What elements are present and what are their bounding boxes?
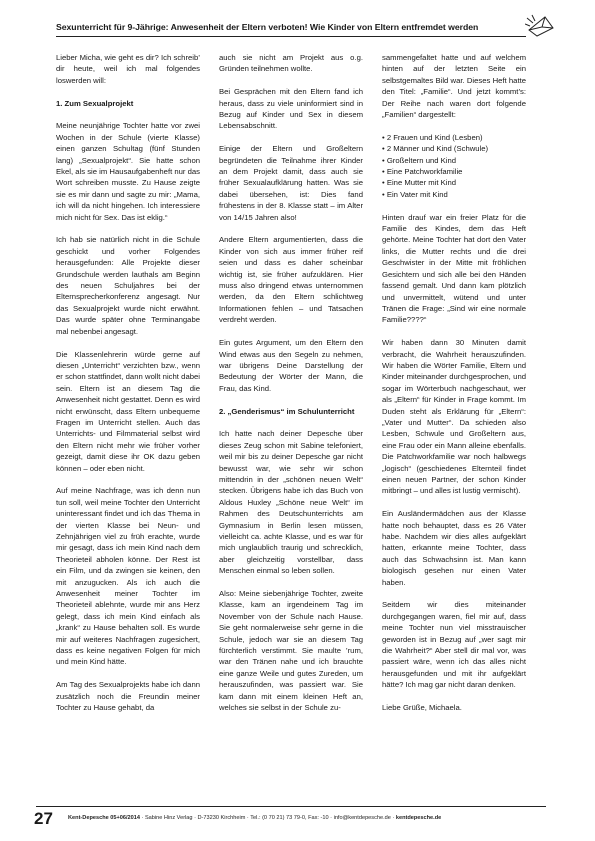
footer-website: kentdepesche.de: [395, 815, 442, 821]
salutation: Lieber Micha, wie geht es dir? Ich schreib’ dir heute, weil ich mal folgendes loswerden will:: [56, 53, 200, 85]
paragraph: Ich hatte nach deiner Depesche über dieses Zeug schon mit Sabine telefoniert, weil mir bis zu deiner Depesche gar nicht bewusst war, wie sehr wir schon mittendrin in der „schönen neuen Welt“ stecken. Übrigens habe ich das Buch von Aldous Huxley „Schöne neue Welt“ im Rahmen des Deutschunterrichts am Gymnasium in Berlin lesen müssen, vielleicht ca. achte Klasse, und es war für mich unglaublich traurig und schrecklich, aber gleichzeitig vorstellbar, dass Menschen einmal so leben sollen.: [219, 429, 363, 576]
paragraph: Die Klassenlehrerin würde gerne auf diesen „Unterricht“ verzichten bzw., wenn er schon stattfindet, dann wollt nicht dabei sein. Eltern ist an diesem Tag die Anwesenheit nicht gestattet. Denn es wird nicht erwünscht, dass Eltern unbequeme Fragen im Unterricht stellen. Auch das Unterrichts- und Filmmaterial selbst wird den Eltern nicht mehr wie früher vorher gezeigt, damit diese ihr OK dazu geben können – oder eben nicht.: [56, 349, 200, 473]
signature: Liebe Grüße, Michaela.: [382, 703, 462, 713]
paragraph: Ein gutes Argument, um den Eltern den Wind etwas aus den Segeln zu nehmen, war übrigens Deine Darstellung der Bedeutung der Wörter der Mann, die Frau, das Kind.: [219, 338, 363, 393]
list-item: • Großeltern und Kind: [382, 155, 526, 166]
paragraph: Einige der Eltern und Großeltern begründeten die Teilnahme ihrer Kinder an dem Projekt damit, dass auch sie früher Sexualaufklärung hatten. Was sie dabei übersehen, ist: Dies fand frühestens in der 8. Klasse statt – im Alter von 14/15 Jahren also!: [219, 144, 363, 222]
footer-publication: Kent-Depesche 05+06/2014: [68, 815, 140, 821]
footer-divider: [36, 806, 546, 807]
paragraph: sammengefaltet hatte und auf welchem hinten auf der letzten Seite ein selbstgemaltes Bild war. Dieses Heft hatte den Titel: „Familie“. Und jetzt kommt’s: Der Reihe nach waren dort folgende „Familien“ dargestellt:: [382, 53, 526, 120]
list-item: • Ein Vater mit Kind: [382, 189, 526, 200]
family-list: [382, 132, 526, 200]
column-1: [56, 52, 200, 725]
paragraph: Meine neunjährige Tochter hatte vor zwei Wochen in der Schule (vierte Klasse) einen ganzen Schultag (fünf Stunden lang) „Sexualprojekt“. Sie hatte schon Ekel, als sie im Hausaufgabenheft nur das Wort schreiben musste. Zu Hause zeigte sie es mir dann und sagte zu mir: „Mama, ich will da nicht hingehen. Ich interessiere mich nicht für Sex. Das ist eklig.“: [56, 121, 201, 222]
paragraph: Seitdem wir dies miteinander durchgegangen waren, fiel mir auf, dass meine Tochter nun viel misstrauischer geworden ist in Bezug auf „wer sagt mir die Wahrheit?“ Aber stell dir mal vor, was passiert wäre, wenn ich das alles nicht herausgefunden und mit ihr aufgeklärt hätte? Ich mag gar nicht daran denken.: [382, 600, 526, 690]
list-item: • Eine Patchworkfamilie: [382, 166, 526, 177]
column-2: [219, 52, 363, 725]
header-divider: [56, 36, 526, 37]
footer: [68, 815, 441, 821]
article-title: Sexunterricht für 9-Jährige: Anwesenheit der Eltern verboten! Wie Kinder von Eltern entfremdet werden: [56, 22, 479, 32]
paragraph: Ein Ausländermädchen aus der Klasse hatte noch behauptet, dass es 26 Väter habe. Nachdem wir dies alles aufgeklärt hatten, erkannte meine Tochter, dass auch das Schwachsinn ist. Man kann biologisch gesehen nur einen Vater haben.: [382, 509, 526, 587]
paragraph: Andere Eltern argumentierten, dass die Kinder von sich aus immer früher reif seien und dass es daher scheinbar wichtig ist, sie früher aufzuklären. Hier muss also dringend etwas unternommen werden, da den Eltern schlichtweg Informationen fehlen – und Tatsachen verdreht werden.: [219, 235, 363, 325]
footer-details: · Sabine Hinz Verlag · D-73230 Kirchheim · Tel.: (0 70 21) 73 79-0, Fax: -10 · info@kentdepesche.de ·: [139, 815, 396, 821]
list-item: • 2 Männer und Kind (Schwule): [382, 143, 526, 154]
paragraph: Auf meine Nachfrage, was ich denn nun tun soll, weil meine Tochter den Unterricht uninteressant findet und ich das Thema in der vierten Klasse bei Neun- und Zehnjährigen viel zu früh erachte, wurde mir gesagt, dass ich mein Kind nach dem Theorieteil abholen könne. Der Rest ist ein Film, und da zwingen sie keinen, den mit anzugucken. Als ich auch die Anwesenheit meiner Tochter im Theorieteil ablehnte, wurde mir ans Herz gelegt, dass ich mein Kind einfach als „krank“ zu Hause behalten soll. Es wurde mir auf weiteres Nachfragen zugesichert, dass es keine negativen Folgen für mich und mein Kind hätte.: [56, 486, 200, 667]
paragraph: Wir haben dann 30 Minuten damit verbracht, die Wahrheit herauszufinden. Wir haben die Wörter Familie, Eltern und Kinder miteinander durchgesprochen, und sogar im Wörterbuch nachgeschaut, wer als „Eltern“ für Kinder in Frage kommt. Im Duden steht als Erklärung für „Eltern“: „Vater und Mutter“. Da schieden also Lesben, Schwule und Großeltern aus, eine Frau oder ein Mann alleine ebenfalls. Die Patchworkfamilie war noch halbwegs „logisch“ (geschiedenes Elternteil findet einen neuen Partner, der schon Kinder mitbringt – und alles ist lustig vermischt).: [382, 338, 526, 496]
list-item: • Eine Mutter mit Kind: [382, 177, 526, 188]
paragraph: auch sie nicht am Projekt aus o.g. Gründen teilnehmen wollte.: [219, 53, 363, 74]
paragraph: Hinten drauf war ein freier Platz für die Familie des Kindes, dem das Heft gehörte. Meine Tochter hat dort den Vater links, die Mutter rechts und die drei Geschwister in der Mitte mit fröhlichen Gesichtern und sich alle bei den Händen fassend gemalt. Und dann kam plötzlich und unvermittelt, wütend und unter Tränen die Frage: „Sind wir eine normale Familie????“: [382, 212, 526, 325]
paragraph: Ich hab sie natürlich nicht in die Schule geschickt und vorher Folgendes herausgefunden: Alle Projekte dieser Grundschule werden lauthals am Beginn des neuen Schuljahres bei der Elternsprecherkonferenz angesagt. Nur das Sexualprojekt wurde nicht erwähnt. Das wurde später ohne Terminangabe mal nebenbei angesagt.: [56, 235, 200, 336]
column-3: [382, 52, 526, 725]
envelope-icon: [525, 14, 555, 38]
paragraph: Also: Meine siebenjährige Tochter, zweite Klasse, kam an irgendeinem Tag im November von der Schule nach Hause. Sie geht normalerweise sehr gerne in die Schule, jedoch war sie an diesem Tag fürchterlich verstimmt. Sie maulte ’rum, war den Tränen nahe und ich brauchte eine ganze Weile und gutes Zureden, um herauszufinden, was passiert war. Sie kam dann mit einem kleinen Heft an, welches sie selbst in der Schule zu-: [219, 588, 363, 713]
section-heading-2: 2. „Genderismus“ im Schulunterricht: [219, 406, 355, 416]
paragraph: Am Tag des Sexualprojekts habe ich dann zusätzlich noch die Freundin meiner Tochter zu Hause gehabt, da: [56, 680, 200, 713]
list-item: • 2 Frauen und Kind (Lesben): [382, 132, 526, 143]
page-number: 27: [34, 809, 53, 828]
paragraph: Bei Gesprächen mit den Eltern fand ich heraus, dass zu viele uninformiert sind in Bezug auf Kinder und Sex in diesem Lebensabschnitt.: [219, 87, 363, 131]
section-heading-1: 1. Zum Sexualprojekt: [56, 98, 134, 108]
